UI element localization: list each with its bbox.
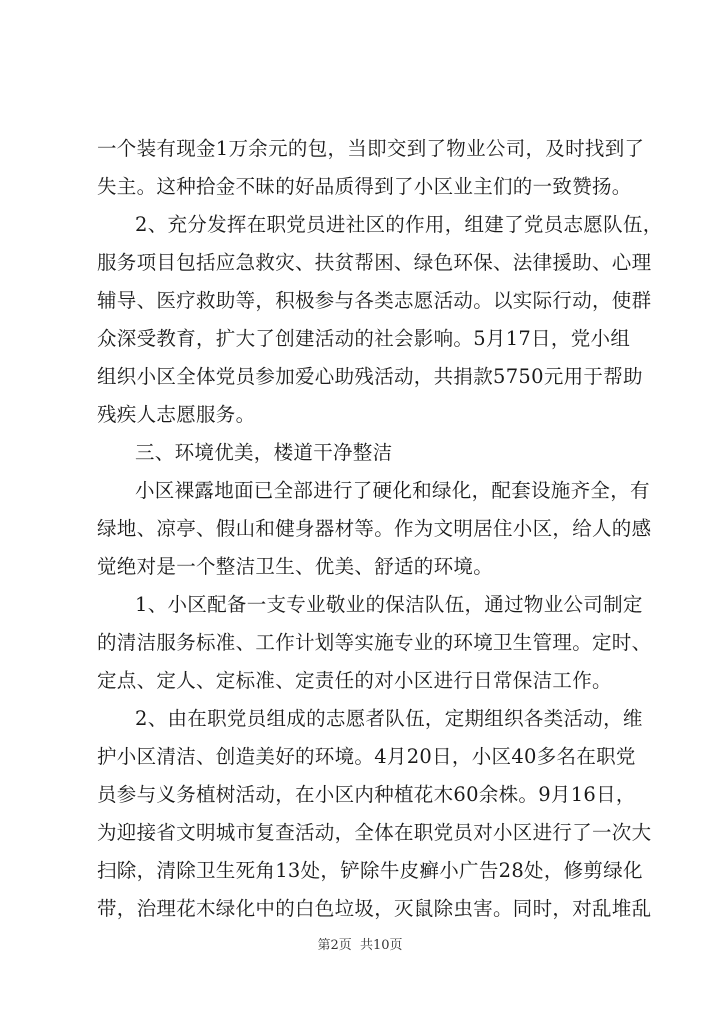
- text-line-18: 员参与义务植树活动，在小区内种植花木60余株。9月16日，: [97, 783, 636, 806]
- page-number: 第2页: [317, 938, 352, 953]
- text-line-14: 的清洁服务标准、工作计划等实施专业的环境卫生管理。定时、: [97, 631, 652, 654]
- text-line-12: 觉绝对是一个整洁卫生、优美、舒适的环境。: [97, 555, 494, 578]
- section-heading: 三、环境优美，楼道干净整洁: [135, 441, 393, 464]
- text-line-2: 失主。这种拾金不昧的好品质得到了小区业主们的一致赞扬。: [97, 175, 632, 198]
- page-total: 共10页: [359, 938, 403, 953]
- text-line-20: 扫除，清除卫生死角13处，铲除牛皮癣小广告28处，修剪绿化: [97, 859, 643, 882]
- text-line-11: 绿地、凉亭、假山和健身器材等。作为文明居住小区，给人的感: [97, 517, 652, 540]
- text-line-15: 定点、定人、定标准、定责任的对小区进行日常保洁工作。: [97, 669, 612, 692]
- text-line-3: 2、充分发挥在职党员进社区的作用，组建了党员志愿队伍，: [135, 213, 663, 236]
- text-line-5: 辅导、医疗救助等，积极参与各类志愿活动。以实际行动，使群: [97, 289, 652, 312]
- text-line-6: 众深受教育，扩大了创建活动的社会影响。5月17日，党小组: [97, 327, 631, 350]
- text-line-13: 1、小区配备一支专业敬业的保洁队伍，通过物业公司制定: [135, 593, 643, 616]
- text-line-4: 服务项目包括应急救灾、扶贫帮困、绿色环保、法律援助、心理: [97, 251, 652, 274]
- text-line-8: 残疾人志愿服务。: [97, 403, 256, 426]
- page-footer: [0, 938, 720, 954]
- text-line-16: 2、由在职党员组成的志愿者队伍，定期组织各类活动，维: [135, 707, 643, 730]
- text-line-7: 组织小区全体党员参加爱心助残活动，共捐款5750元用于帮助: [97, 365, 643, 388]
- text-line-21: 带，治理花木绿化中的白色垃圾，灭鼠除虫害。同时，对乱堆乱: [97, 897, 652, 920]
- text-line-1: 一个装有现金1万余元的包，当即交到了物业公司，及时找到了: [97, 137, 645, 160]
- text-line-19: 为迎接省文明城市复查活动，全体在职党员对小区进行了一次大: [97, 821, 652, 844]
- text-line-10: 小区裸露地面已全部进行了硬化和绿化，配套设施齐全，有: [135, 479, 650, 502]
- text-line-17: 护小区清洁、创造美好的环境。4月20日，小区40多名在职党: [97, 745, 636, 768]
